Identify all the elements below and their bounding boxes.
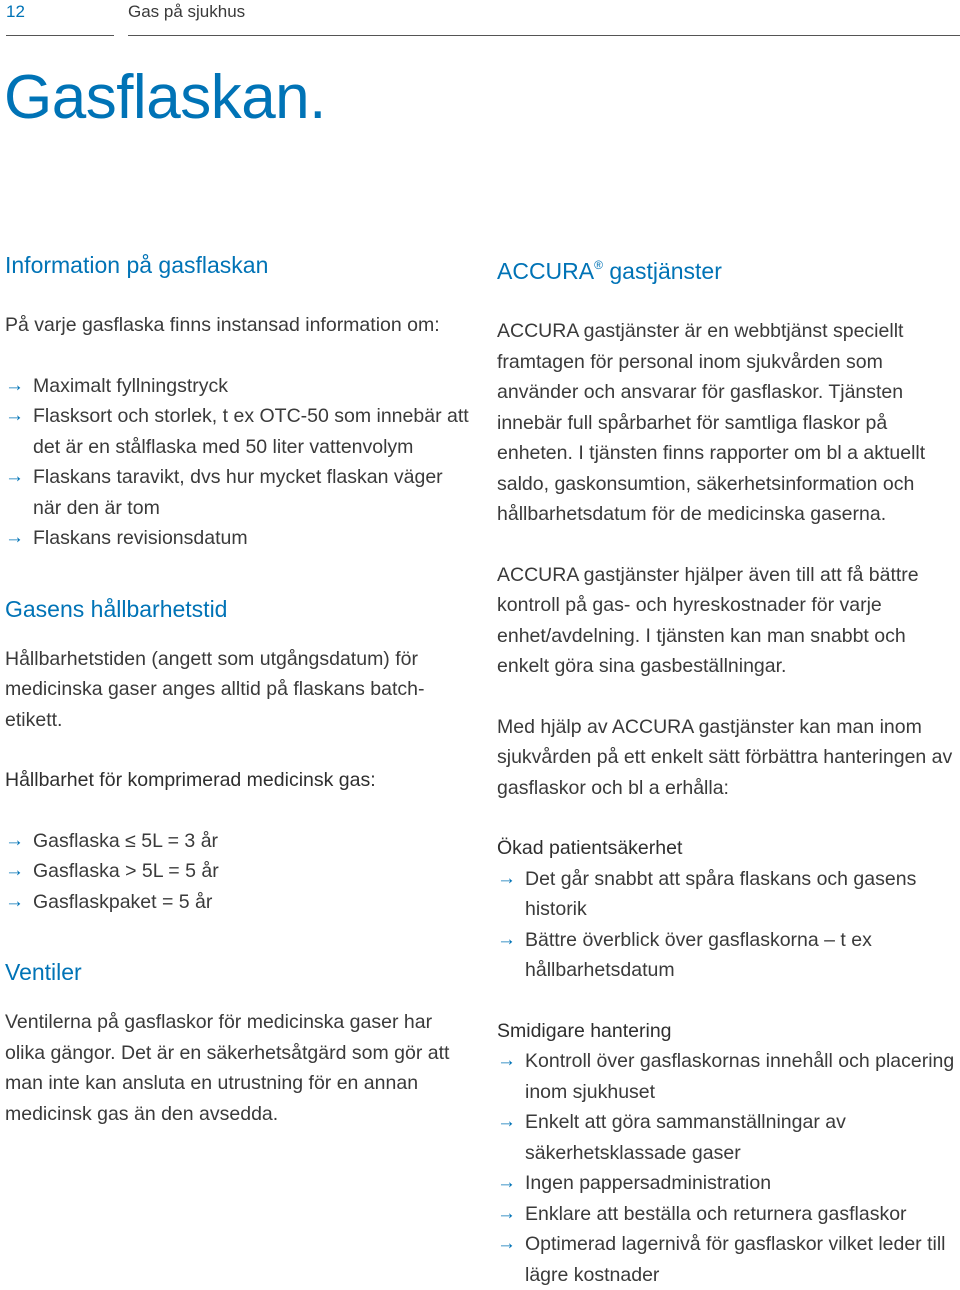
list-item: → Gasflaska ≤ 5L = 3 år <box>5 826 475 857</box>
safety-list <box>497 864 960 986</box>
info-heading: Information på gasflaskan <box>5 252 269 278</box>
arrow-right-icon: → <box>497 1202 516 1224</box>
shelf-life-subheading: Hållbarhet för komprimerad medicinsk gas: <box>5 769 376 791</box>
list-item: → Det går snabbt att spåra flaskans och gasens historik <box>497 864 960 925</box>
arrow-right-icon: → <box>5 890 24 912</box>
running-title: Gas på sjukhus <box>128 2 246 21</box>
shelf-life-list <box>5 826 475 918</box>
valves-text: Ventilerna på gasflaskor för medicinska gaser har olika gängor. Det är en säkerhetsåtgärd som gör att man inte kan ansluta en utrustning för en annan medicinsk gas än den avsedda. <box>5 1011 450 1125</box>
handling-list <box>497 1046 960 1290</box>
arrow-right-icon: → <box>497 1050 516 1071</box>
arrow-right-icon: → <box>5 466 24 487</box>
arrow-right-icon: → <box>5 860 24 881</box>
list-item: → Flasksort och storlek, t ex OTC-50 som innebär att det är en stålflaska med 50 liter vattenvolym <box>5 401 475 462</box>
list-item: → Flaskans taravikt, dvs hur mycket flaskan väger när den är tom <box>5 462 475 523</box>
accura-heading: ACCURA® gastjänster <box>497 258 722 284</box>
list-item: → Maximalt fyllningstryck <box>5 371 475 402</box>
info-intro: På varje gasflaska finns instansad information om: <box>5 314 440 336</box>
accura-para-2: ACCURA gastjänster hjälper även till att få bättre kontroll på gas- och hyreskostnader för varje enhet/avdelning. I tjänsten kan man snabbt och enkelt göra sina gasbeställningar. <box>497 563 919 677</box>
arrow-right-icon: → <box>497 1233 516 1254</box>
arrow-right-icon: → <box>5 374 24 396</box>
list-item: → Enkelt att göra sammanställningar av säkerhetsklassade gaser <box>497 1107 960 1168</box>
header-rule-right <box>128 35 960 36</box>
list-item: → Kontroll över gasflaskornas innehåll och placering inom sjukhuset <box>497 1046 960 1107</box>
list-item: → Gasflaskpaket = 5 år <box>5 887 475 918</box>
accura-para-3: Med hjälp av ACCURA gastjänster kan man inom sjukvården på ett enkelt sätt förbättra hanteringen av gasflaskor och bl a erhålla: <box>497 715 953 799</box>
list-item: → Enklare att beställa och returnera gasflaskor <box>497 1199 960 1230</box>
shelf-life-heading: Gasens hållbarhetstid <box>5 595 228 622</box>
list-item: → Ingen pappersadministration <box>497 1168 960 1199</box>
valves-heading: Ventiler <box>5 959 82 985</box>
info-list <box>5 371 475 554</box>
handling-heading: Smidigare hantering <box>497 1019 672 1042</box>
left-column <box>5 250 475 1129</box>
arrow-right-icon: → <box>497 1172 516 1193</box>
arrow-right-icon: → <box>5 405 24 426</box>
accura-para-1: ACCURA gastjänster är en webbtjänst speciellt framtagen för personal inom sjukvården som använder och ansvarar för gasflaskor. Tjänsten innebär full spårbarhet för samtliga flaskor på enheten. I tjänsten finns rapporter om bl a aktuellt saldo, gaskonsumtion, säkerhetsinformation och hållbarhetsdatum för de medicinska gaserna. <box>497 320 926 525</box>
arrow-right-icon: → <box>497 1111 516 1132</box>
list-item: → Gasflaska > 5L = 5 år <box>5 856 475 887</box>
page-header <box>0 0 960 40</box>
list-item: → Optimerad lagernivå för gasflaskor vilket leder till lägre kostnader <box>497 1229 960 1290</box>
arrow-right-icon: → <box>497 867 516 889</box>
list-item: → Flaskans revisionsdatum <box>5 523 475 554</box>
list-item: → Bättre överblick över gasflaskorna – t ex hållbarhetsdatum <box>497 925 960 986</box>
arrow-right-icon: → <box>497 928 516 950</box>
header-rule-left <box>6 35 114 36</box>
right-column <box>497 250 960 1290</box>
arrow-right-icon: → <box>5 527 24 548</box>
page-number: 12 <box>6 2 25 21</box>
arrow-right-icon: → <box>5 829 24 851</box>
registered-mark: ® <box>594 258 603 272</box>
page-title: Gasflaskan. <box>4 63 326 132</box>
shelf-life-text: Hållbarhetstiden (angett som utgångsdatum) för medicinska gaser anges alltid på flaskans batch-etikett. <box>5 647 425 731</box>
safety-heading: Ökad patientsäkerhet <box>497 837 683 859</box>
